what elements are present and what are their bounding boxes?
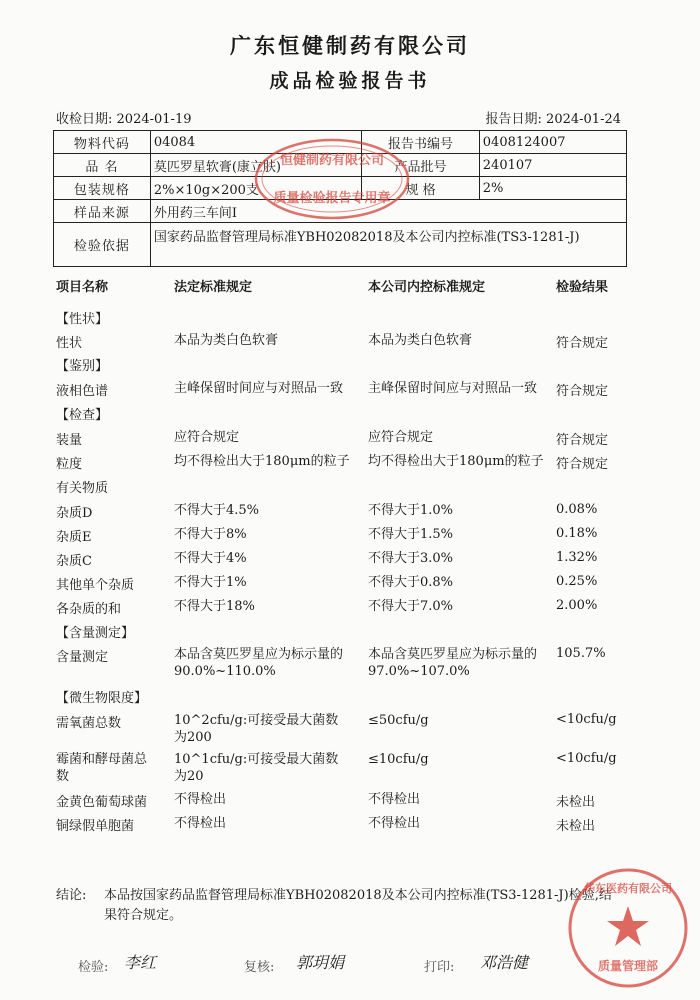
internal-standard: 应符合规定 [368,430,434,445]
internal-standard: 本品为类白色软膏 [368,333,473,348]
report-no: 0408124007 [479,131,626,154]
item-name: 液相色谱 [56,384,109,399]
internal-standard: 本品含莫匹罗星应为标示量的97.0%~107.0% [368,647,538,679]
internal-standard: 均不得检出大于180μm的粒子 [368,454,544,469]
printer-signature: 邓浩健 [480,953,529,972]
internal-standard: 不得检出 [368,816,421,831]
item-name: 铜绿假单胞菌 [56,819,135,834]
section-title: 【微生物限度】 [56,691,148,706]
basis-label: 检验依据 [54,223,151,267]
item-name: 杂质E [56,530,92,545]
legal-standard: 10^1cfu/g:可接受最大菌数为20 [174,752,339,784]
quality-stamp-oval [252,136,412,222]
internal-standard: 不得大于3.0% [368,551,454,566]
internal-standard: 不得大于7.0% [368,599,454,614]
section-title: 【检查】 [56,408,109,423]
inspector-signature: 李红 [124,953,157,972]
legal-standard: 应符合规定 [174,430,240,445]
test-basis: 国家药品监督管理局标准YBH02082018及本公司内控标准(TS3-1281-J) [150,223,626,267]
legal-standard: 本品为类白色软膏 [174,333,279,348]
company-name: 广东恒健制药有限公司 [230,33,470,58]
item-name: 含量测定 [56,650,109,665]
legal-standard: 主峰保留时间应与对照品一致 [174,381,344,396]
col-internal-header: 本公司内控标准规定 [368,280,486,295]
test-result: 105.7% [556,646,606,661]
svg-text:质量管理部: 质量管理部 [597,959,659,973]
legal-standard: 不得检出 [174,816,227,831]
internal-standard: ≤10cfu/g [368,752,429,767]
receive-date-value: 2024-01-19 [116,112,192,127]
internal-standard: 不得大于0.8% [368,575,454,590]
item-name: 性状 [56,336,83,351]
internal-standard: 不得检出 [368,792,421,807]
test-result: 0.08% [556,502,598,517]
col-legal-header: 法定标准规定 [174,280,253,295]
col-item-header: 项目名称 [56,280,109,295]
pack-spec: 2%×10g×200支 [150,177,361,200]
batch-no: 240107 [479,154,626,177]
document-title: 成品检验报告书 [269,70,431,92]
item-name: 金黄色葡萄球菌 [56,795,148,810]
report-no-label: 报告书编号 [362,131,479,154]
source-label: 样品来源 [54,200,151,223]
item-name: 杂质C [56,554,92,569]
legal-standard: 不得大于4% [174,551,247,566]
spec-label: 规 格 [362,177,479,200]
svg-text:恒健制药有限公司: 恒健制药有限公司 [279,153,385,168]
test-result: 符合规定 [556,336,609,351]
item-name: 有关物质 [56,481,109,496]
internal-standard: 不得大于1.0% [368,503,454,518]
receive-date [56,108,191,127]
reviewer-signature: 郭玥娟 [296,953,345,972]
internal-standard: ≤50cfu/g [368,713,429,728]
legal-standard: 本品含莫匹罗星应为标示量的90.0%~110.0% [174,647,344,679]
report-date-label: 报告日期: [485,112,542,127]
legal-standard: 不得大于1% [174,575,247,590]
legal-standard: 10^2cfu/g:可接受最大菌数为200 [174,713,339,745]
receive-date-label: 收检日期: [56,112,113,127]
inspector-label: 检验: [78,960,109,975]
item-name: 其他单个杂质 [56,578,135,593]
legal-standard: 不得检出 [174,792,227,807]
test-result: 2.00% [556,598,598,613]
reviewer-label: 复核: [244,960,275,975]
internal-standard: 主峰保留时间应与对照品一致 [368,381,538,396]
legal-standard: 不得大于18% [174,599,255,614]
col-result-header: 检验结果 [556,280,609,295]
test-result: 0.18% [556,526,598,541]
test-result: 符合规定 [556,384,609,399]
svg-text:华东医药有限公司: 华东医药有限公司 [584,882,672,895]
material-code-label: 物料代码 [54,131,151,154]
conclusion-label: 结论: [56,888,87,903]
internal-standard: 不得大于1.5% [368,527,454,542]
batch-label: 产品批号 [362,154,479,177]
legal-standard: 不得大于8% [174,527,247,542]
test-result: <10cfu/g [556,712,617,727]
legal-standard: 均不得检出大于180μm的粒子 [174,454,350,469]
test-result: 1.32% [556,550,598,565]
test-result: <10cfu/g [556,751,617,766]
conclusion-text: 本品按国家药品监督管理局标准YBH02082018及本公司内控标准(TS3-1281-J)检验,结果符合规定。 [104,888,612,923]
qa-stamp-round [566,866,690,990]
test-result: 0.25% [556,574,598,589]
report-date [486,108,621,127]
section-title: 【鉴别】 [56,359,109,374]
product-name: 莫匹罗星软膏(康立肤) [150,154,361,177]
test-result: 未检出 [556,819,596,834]
product-label: 品 名 [54,154,151,177]
sample-source: 外用药三车间Ⅰ [150,200,626,223]
item-name: 粒度 [56,457,83,472]
item-name: 装量 [56,433,83,448]
test-result: 符合规定 [556,457,609,472]
item-name: 需氧菌总数 [56,716,122,731]
test-result: 符合规定 [556,433,609,448]
spec-value: 2% [479,177,626,200]
pack-label: 包装规格 [54,177,151,200]
item-name: 杂质D [56,506,93,521]
section-title: 【含量测定】 [56,626,135,641]
material-code: 04084 [150,131,361,154]
test-result: 未检出 [556,795,596,810]
print-label: 打印: [424,960,455,975]
item-name: 霉菌和酵母菌总数 [56,752,148,784]
legal-standard: 不得大于4.5% [174,503,260,518]
item-name: 各杂质的和 [56,602,122,617]
report-date-value: 2024-01-24 [546,112,621,127]
section-title: 【性状】 [56,312,109,327]
svg-text:质量检验报告专用章: 质量检验报告专用章 [273,191,391,206]
